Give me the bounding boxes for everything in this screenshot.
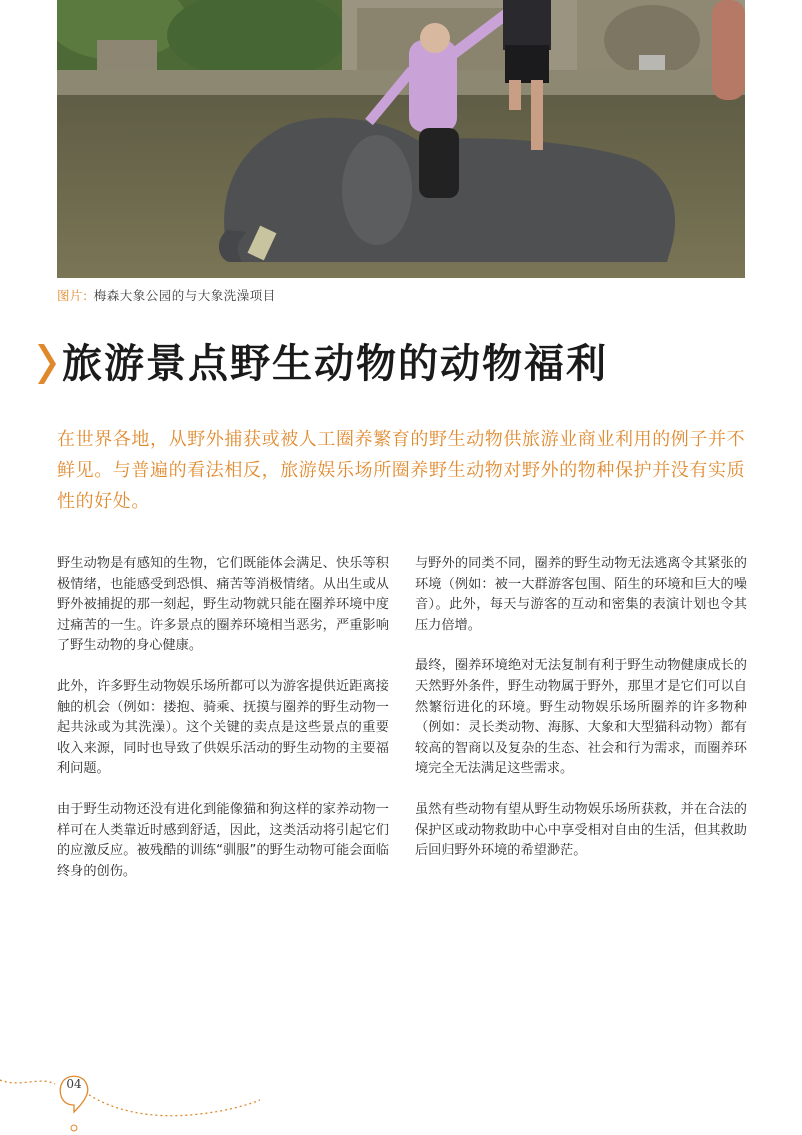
location-pin-icon [0, 1040, 260, 1135]
page-title: 旅游景点野生动物的动物福利 [62, 341, 608, 387]
body-column-left [57, 554, 389, 902]
section-heading [36, 336, 608, 392]
body-paragraph: 由于野生动物还没有进化到能像猫和狗这样的家养动物一样可在人类靠近时感到舒适，因此，这类活动将引起它们的应激反应。被残酷的训练“驯服”的野生动物可能会面临终身的创伤。 [57, 801, 389, 879]
body-paragraph: 最终，圈养环境绝对无法复制有利于野生动物健康成长的天然野外条件，野生动物属于野外，那里才是它们可以自然繁衍进化的环境。野生动物娱乐场所圈养的许多物种（例如：灵长类动物、海豚、大象和大型猫科动物）都有较高的智商以及复杂的生态、社会和行为需求，而圈养环境完全无法满足这些需求。 [415, 658, 747, 777]
chevron-right-icon [36, 342, 56, 386]
body-paragraph: 虽然有些动物有望从野生动物娱乐场所获救，并在合法的保护区或动物救助中心中享受相对自由的生活，但其救助后回归野外环境的希望渺茫。 [415, 801, 747, 859]
caption-label: 图片: [57, 288, 88, 303]
body-paragraph: 野生动物是有感知的生物，它们既能体会满足、快乐等积极情绪，也能感受到恐惧、痛苦等消极情绪。从出生或从野外被捕捉的那一刻起，野生动物就只能在圈养环境中度过痛苦的一生。许多景点的圈养环境相当恶劣，严重影响了野生动物的身心健康。 [57, 556, 389, 654]
body-paragraph: 与野外的同类不同，圈养的野生动物无法逃离令其紧张的环境（例如：被一大群游客包围、陌生的环境和巨大的噪音）。此外，每天与游客的互动和密集的表演计划也令其压力倍增。 [415, 556, 747, 633]
lead-paragraph: 在世界各地，从野外捕获或被人工圈养繁育的野生动物供旅游业商业利用的例子并不鲜见。与普遍的看法相反，旅游娱乐场所圈养野生动物对野外的物种保护并没有实质性的好处。 [57, 429, 746, 512]
photo-caption [57, 286, 276, 304]
page-number: 04 [66, 1077, 82, 1091]
body-paragraph: 此外，许多野生动物娱乐场所都可以为游客提供近距离接触的机会（例如：搂抱、骑乘、抚摸与圈养的野生动物一起共泳或为其洗澡）。这个关键的卖点是这些景点的重要收入来源，同时也导致了供娱乐活动的野生动物的主要福利问题。 [57, 678, 389, 777]
elephant-bathing-photo [57, 0, 745, 278]
caption-text: 梅森大象公园的与大象洗澡项目 [93, 288, 276, 303]
body-column-right [415, 554, 747, 882]
